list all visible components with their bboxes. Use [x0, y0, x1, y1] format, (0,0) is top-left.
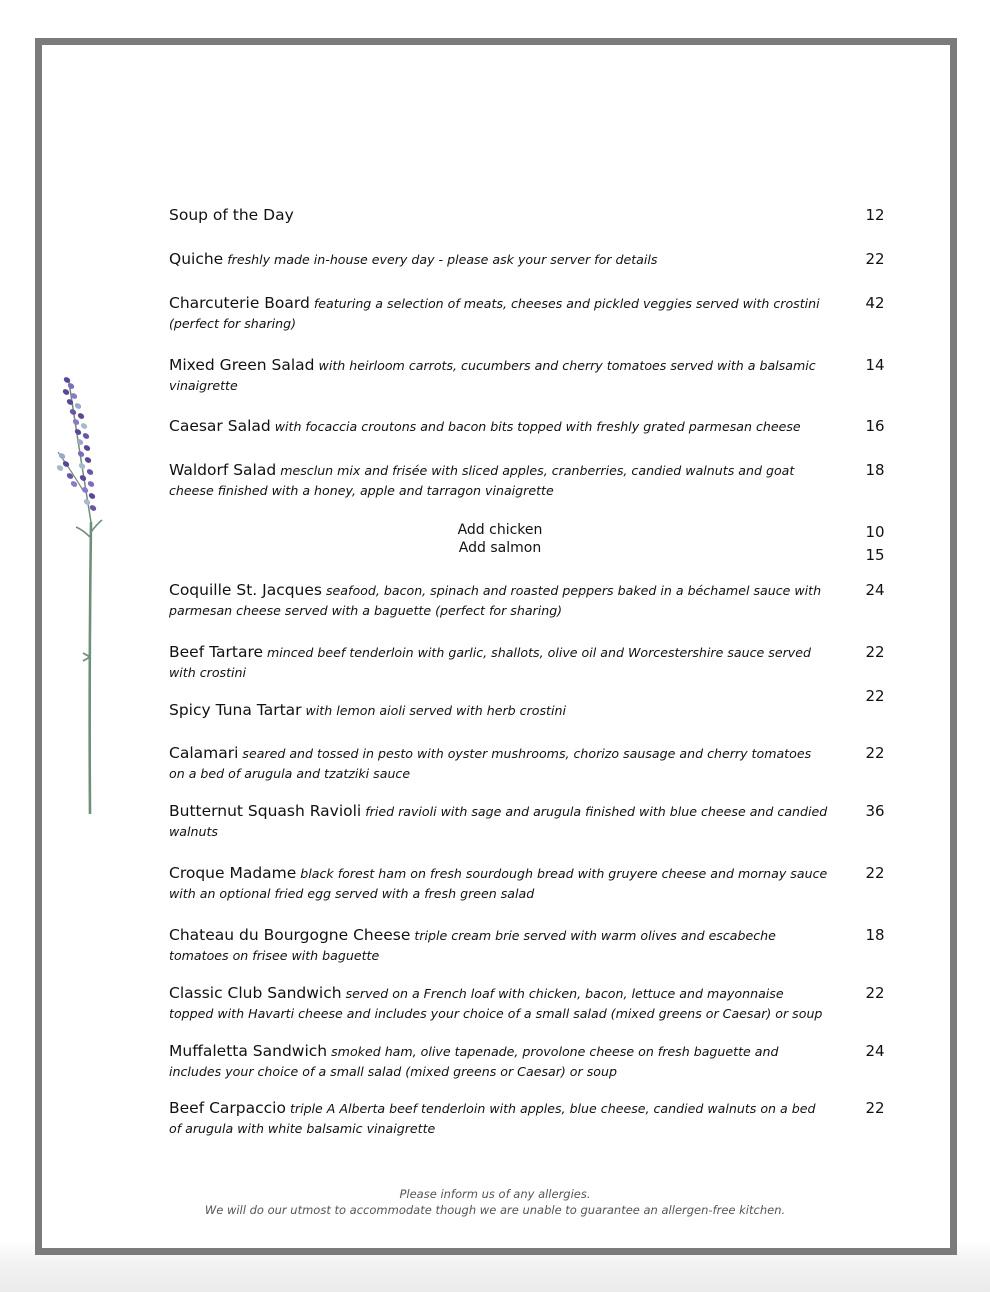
menu-item-description: triple cream brie served with warm olives and escabeche tomatoes on frisee with baguette: [169, 928, 776, 963]
lavender-bud: [67, 382, 76, 390]
menu-item-description: with lemon aioli served with herb crostini: [305, 703, 566, 718]
menu-item: [169, 355, 829, 396]
menu-item-price: 22: [865, 643, 885, 661]
menu-item-description: served on a French loaf with chicken, bacon, lettuce and mayonnaise topped with Havarti cheese and includes your choice of a small salad (mixed greens or Caesar) or soup: [169, 986, 823, 1021]
menu-item-description: with focaccia croutons and bacon bits topped with freshly grated parmesan cheese: [274, 419, 801, 434]
menu-item-price: 22: [865, 744, 885, 762]
lavender-bud: [74, 428, 83, 436]
menu-item-description: mesclun mix and frisée with sliced apples, cranberries, candied walnuts and goat cheese finished with a honey, apple and tarragon vinaigrette: [169, 463, 795, 498]
menu-item-name: Croque Madame: [169, 864, 297, 882]
menu-item-price: 22: [865, 250, 885, 268]
lavender-bud: [83, 444, 92, 452]
menu-item-description: triple A Alberta beef tenderloin with apples, blue cheese, candied walnuts on a bed of arugula with white balsamic vinaigrette: [169, 1101, 816, 1136]
menu-item-price: 24: [865, 1042, 885, 1060]
menu-item: [169, 460, 829, 501]
addon-label: Add salmon: [458, 540, 542, 556]
menu-item-description: featuring a selection of meats, cheeses and pickled veggies served with crostini (perfect for sharing): [169, 296, 820, 331]
menu-item-description: with heirloom carrots, cucumbers and cherry tomatoes served with a balsamic vinaigrette: [169, 358, 816, 393]
menu-item-price: 36: [865, 802, 885, 820]
menu-item-description: smoked ham, olive tapenade, provolone cheese on fresh baguette and includes your choice of a small salad (mixed greens or Caesar) or soup: [169, 1044, 779, 1079]
menu-item-price: 42: [865, 294, 885, 312]
menu-item: [169, 863, 829, 904]
lavender-bud: [82, 432, 91, 440]
menu-item-name: Caesar Salad: [169, 417, 271, 435]
menu-item-name: Soup of the Day: [169, 206, 294, 224]
menu-item-price: 14: [865, 356, 885, 374]
menu-item-description: black forest ham on fresh sourdough bread with gruyere cheese and mornay sauce with an optional fried egg served with a fresh green salad: [169, 866, 828, 901]
addon-price: 15: [865, 546, 885, 564]
lavender-bud: [89, 504, 98, 512]
menu-item-price: 22: [865, 864, 885, 882]
lavender-bud: [74, 402, 83, 410]
menu-item-price: 18: [865, 461, 885, 479]
menu-item: [169, 416, 829, 437]
lavender-bud: [80, 422, 89, 430]
menu-item: [169, 580, 829, 621]
lavender-bud: [66, 472, 75, 480]
allergy-notice: Please inform us of any allergies.: [399, 1187, 591, 1201]
menu-item-description: seared and tossed in pesto with oyster mushrooms, chorizo sausage and cherry tomatoes on a bed of arugula and tzatziki sauce: [169, 746, 812, 781]
menu-item-price: 22: [865, 687, 885, 705]
lavender-bud: [76, 438, 85, 446]
menu-item-name: Quiche: [169, 250, 224, 268]
lavender-bud: [62, 460, 71, 468]
menu-item: [169, 801, 829, 842]
menu-item-name: Beef Tartare: [169, 643, 264, 661]
menu-item-name: Spicy Tuna Tartar: [169, 701, 302, 719]
menu-item-name: Waldorf Salad: [169, 461, 277, 479]
menu-item-price: 22: [865, 1099, 885, 1117]
addon-label: Add chicken: [457, 522, 543, 538]
lavender-bud: [88, 492, 97, 500]
menu-item-description: seafood, bacon, spinach and roasted peppers baked in a béchamel sauce with parmesan cheese served with a baguette (perfect for sharing): [169, 583, 822, 618]
menu-item: [169, 925, 829, 966]
menu-item-name: Mixed Green Salad: [169, 356, 315, 374]
menu-item-name: Chateau du Bourgogne Cheese: [169, 926, 411, 944]
menu-item: [169, 1041, 829, 1082]
menu-item-name: Calamari: [169, 744, 239, 762]
menu-item: [169, 642, 829, 683]
menu-item-price: 16: [865, 417, 885, 435]
menu-item: [169, 205, 829, 226]
lavender-bud: [86, 468, 95, 476]
menu-item-name: Charcuterie Board: [169, 294, 310, 312]
lavender-bud: [77, 412, 86, 420]
menu-item-price: 12: [865, 206, 885, 224]
lavender-bud: [87, 480, 96, 488]
lavender-bud: [63, 376, 72, 384]
menu-item-name: Muffaletta Sandwich: [169, 1042, 328, 1060]
lavender-bud: [84, 456, 93, 464]
lavender-bud: [62, 388, 71, 396]
menu-item-name: Butternut Squash Ravioli: [169, 802, 362, 820]
menu-item-name: Beef Carpaccio: [169, 1099, 286, 1117]
menu-item-price: 22: [865, 984, 885, 1002]
menu-item-name: Classic Club Sandwich: [169, 984, 342, 1002]
menu-item: [169, 293, 829, 334]
menu-item: [169, 700, 829, 721]
menu-item-description: minced beef tenderloin with garlic, shallots, olive oil and Worcestershire sauce served with crostini: [169, 645, 811, 680]
menu-item-price: 24: [865, 581, 885, 599]
menu-item-price: 18: [865, 926, 885, 944]
lavender-sprig-illustration: [40, 372, 110, 822]
lavender-bud: [56, 464, 65, 472]
addon-price: 10: [865, 523, 885, 541]
menu-item-description: fried ravioli with sage and arugula finished with blue cheese and candied walnuts: [169, 804, 828, 839]
menu-item: [169, 249, 829, 270]
menu-item-description: freshly made in-house every day - please ask your server for details: [227, 252, 658, 267]
allergy-notice: We will do our utmost to accommodate though we are unable to guarantee an allergen-free kitchen.: [204, 1203, 786, 1217]
menu-item: [169, 1098, 829, 1139]
menu-item-name: Coquille St. Jacques: [169, 581, 322, 599]
menu-item: [169, 983, 829, 1024]
menu-item: [169, 743, 829, 784]
